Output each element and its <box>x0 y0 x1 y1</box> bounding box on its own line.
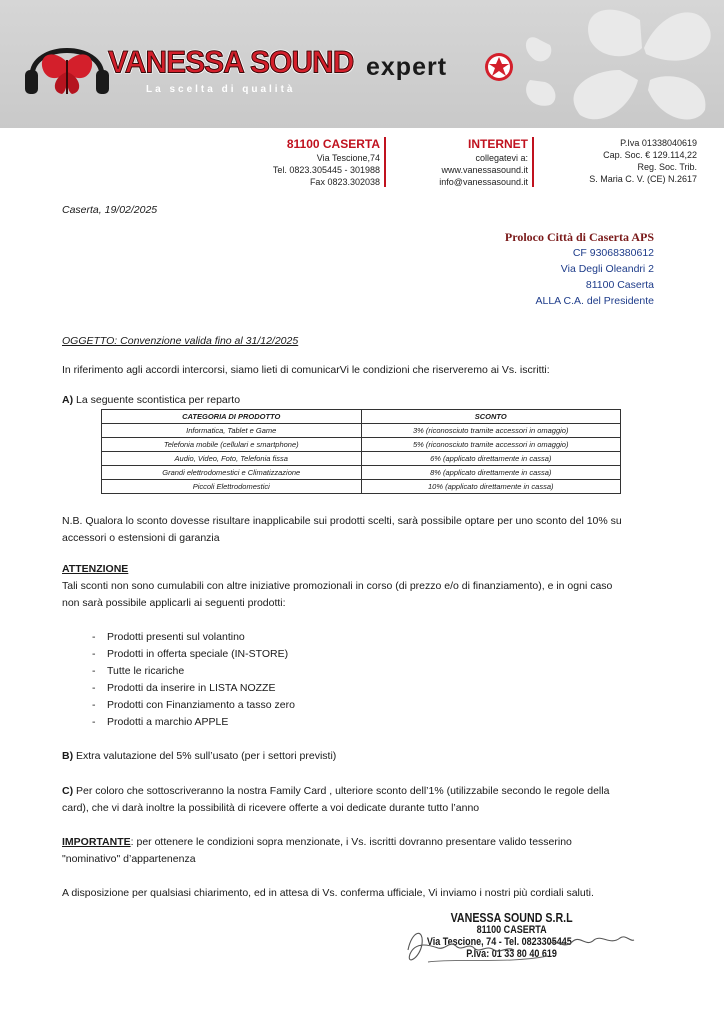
important-line: : per ottenere le condizioni sopra menzionate, i Vs. iscritti dovranno presentare valido tesserino <box>130 836 572 848</box>
expert-star-icon <box>484 52 514 82</box>
list-item: - Tutte le ricariche <box>92 663 295 680</box>
letter-subject: OGGETTO: Convenzione valida fino al 31/12/2025 <box>62 335 299 347</box>
recipient-city: 81100 Caserta <box>585 279 654 291</box>
section-a-heading <box>62 392 662 409</box>
nb-line: accessori o estensioni di garanzia <box>62 532 220 544</box>
important-label: IMPORTANTE <box>62 836 131 848</box>
table-cell-discount: 8% (applicato direttamente in cassa) <box>361 466 621 480</box>
nb-line: N.B. Qualora lo sconto dovesse risultare inapplicabile sui prodotti scelti, sarà possibile optare per uno sconto del 10% su <box>62 515 622 527</box>
company-register: Reg. Soc. Trib. <box>637 162 697 172</box>
table-row <box>102 424 621 438</box>
internet-intro: collegatevi a: <box>475 153 528 163</box>
table-cell-category: Grandi elettrodomestici e Climatizzazione <box>102 466 362 480</box>
section-c-line: card), che vi darà inoltre la possibilità di ricevere offerte a voi dedicate durante tutto l’anno <box>62 802 480 814</box>
section-b <box>62 748 662 765</box>
section-c <box>62 783 662 817</box>
recipient-cf: CF 93068380612 <box>572 247 654 259</box>
list-item: - Prodotti da inserire in LISTA NOZZE <box>92 680 295 697</box>
company-vat: P.Iva 01338040619 <box>620 138 697 148</box>
table-row <box>102 438 621 452</box>
list-item: - Prodotti a marchio APPLE <box>92 714 295 731</box>
contact-internet <box>439 137 528 188</box>
table-header-discount: SCONTO <box>361 410 621 424</box>
handwritten-signature-icon <box>398 910 638 980</box>
important-line: "nominativo" d’appartenenza <box>62 853 196 865</box>
divider <box>532 137 534 187</box>
exclusions-list <box>92 629 295 731</box>
brand-name: VANESSA SOUND <box>108 45 354 80</box>
caserta-address: Via Tescione,74 <box>316 153 380 163</box>
closing-paragraph: A disposizione per qualsiasi chiarimento, ed in attesa di Vs. conferma ufficiale, Vi inviamo i nostri più cordiali saluti. <box>62 887 594 899</box>
attention-line: non sarà possibile applicarli ai seguenti prodotti: <box>62 597 286 609</box>
discount-table <box>101 409 621 494</box>
company-register-place: S. Maria C. V. (CE) N.2617 <box>589 174 697 184</box>
recipient-street: Via Degli Oleandri 2 <box>560 263 654 275</box>
letterhead-band <box>0 0 724 128</box>
stamp-line: 81100 CASERTA <box>476 924 547 936</box>
butterfly-watermark-icon <box>520 0 724 128</box>
internet-title: INTERNET <box>468 137 528 151</box>
section-c-line: Per coloro che sottoscriveranno la nostra Family Card , ulteriore sconto dell’1% (utilizzabile secondo le regole della <box>73 785 610 797</box>
website-link[interactable]: www.vanessasound.it <box>441 165 528 175</box>
section-b-text: Extra valutazione del 5% sull’usato (per i settori previsti) <box>73 750 337 762</box>
section-a-text: La seguente scontistica per reparto <box>73 394 241 406</box>
attention-block <box>62 561 662 612</box>
recipient-block <box>505 229 654 309</box>
divider <box>384 137 386 187</box>
contact-company <box>589 137 697 185</box>
brand-tagline: La scelta di qualità <box>146 84 296 95</box>
table-cell-discount: 10% (applicato direttamente in cassa) <box>361 480 621 494</box>
stamp-line: Via Tescione, 74 - Tel. 0823305445 <box>426 936 572 948</box>
section-b-letter: B) <box>62 750 74 762</box>
caserta-title: 81100 CASERTA <box>286 137 380 151</box>
headphones-butterfly-icon <box>22 32 112 102</box>
table-cell-discount: 3% (riconosciuto tramite accessori in omaggio) <box>361 424 621 438</box>
brand-suffix: expert <box>366 53 448 81</box>
table-row <box>102 452 621 466</box>
company-logo <box>22 32 522 102</box>
intro-paragraph: In riferimento agli accordi intercorsi, siamo lieti di comunicarVi le condizioni che riserveremo ai Vs. iscritti: <box>62 364 550 376</box>
section-a-letter: A) <box>62 394 74 406</box>
table-cell-discount: 6% (applicato direttamente in cassa) <box>361 452 621 466</box>
attention-line: Tali sconti non sono cumulabili con altre iniziative promozionali in corso (di prezzo e/o di finanziamento), e in ogni caso <box>62 580 613 592</box>
table-cell-category: Audio, Video, Foto, Telefonia fissa <box>102 452 362 466</box>
recipient-name: Proloco Città di Caserta APS <box>504 230 654 244</box>
table-cell-category: Telefonia mobile (cellulari e smartphone) <box>102 438 362 452</box>
caserta-fax: Fax 0823.302038 <box>309 177 380 187</box>
letter-date: Caserta, 19/02/2025 <box>62 204 158 216</box>
section-c-letter: C) <box>62 785 74 797</box>
important-block <box>62 834 662 868</box>
contact-caserta <box>273 137 380 188</box>
table-row <box>102 480 621 494</box>
stamp-line: P.Iva: 01 33 80 40 619 <box>466 948 557 960</box>
nb-paragraph <box>62 513 662 547</box>
table-cell-category: Piccoli Elettrodomestici <box>102 480 362 494</box>
table-header-row <box>102 410 621 424</box>
table-cell-discount: 5% (riconosciuto tramite accessori in omaggio) <box>361 438 621 452</box>
company-capital: Cap. Soc. € 129.114,22 <box>603 150 697 160</box>
list-item: - Prodotti con Finanziamento a tasso zero <box>92 697 295 714</box>
caserta-phone: Tel. 0823.305445 - 301988 <box>272 165 380 175</box>
email-link[interactable]: info@vanessasound.it <box>439 177 528 187</box>
attention-title: ATTENZIONE <box>62 563 129 575</box>
list-item: - Prodotti in offerta speciale (IN-STORE) <box>92 646 295 663</box>
table-row <box>102 466 621 480</box>
recipient-attention: ALLA C.A. del Presidente <box>535 295 654 307</box>
table-header-category: CATEGORIA DI PRODOTTO <box>102 410 362 424</box>
table-cell-category: Informatica, Tablet e Game <box>102 424 362 438</box>
stamp-line: VANESSA SOUND S.R.L <box>450 910 573 925</box>
list-item: - Prodotti presenti sul volantino <box>92 629 295 646</box>
